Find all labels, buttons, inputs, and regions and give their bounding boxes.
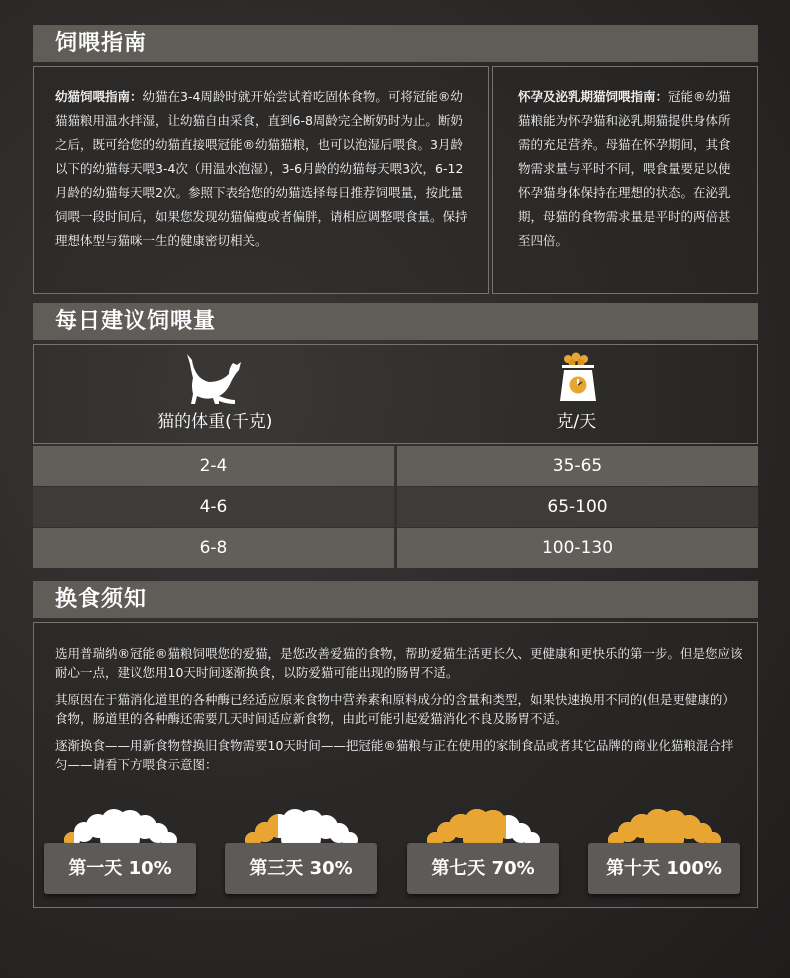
switch-food-title: 换食须知: [55, 587, 148, 612]
amount-cell: 35-65: [397, 446, 758, 486]
table-row: [33, 528, 758, 568]
day-10-bowl: [588, 776, 740, 896]
feeding-guide-title: 饲喂指南: [55, 31, 148, 56]
pregnant-guide-panel: [492, 66, 758, 294]
day-1-bowl: [44, 776, 196, 896]
new-food-portion: [425, 808, 506, 844]
food-mound: [606, 808, 722, 844]
new-food-portion: [243, 808, 278, 844]
day-7-bowl: [407, 776, 559, 896]
daily-amount-table-header: [33, 344, 758, 444]
switch-food-header: [33, 581, 758, 618]
day-1-label: 第一天 10%: [44, 843, 196, 894]
new-food-portion: [606, 808, 722, 844]
switch-paragraph-2: 其原因在于猫消化道里的各种酶已经适应原来食物中营养素和原料成分的含量和类型，如果快速换用不同的(但是更健康的）食物，肠道里的各种酶还需要几天时间适应新食物，由此可能引起爱猫消化不良及肠胃不适。: [55, 692, 735, 726]
day-3-label: 第三天 30%: [225, 843, 377, 894]
pregnant-guide-body: 冠能®幼猫猫粮能为怀孕猫和泌乳期猫提供身体所需的充足营养。母猫在怀孕期间，其食物需求量与平时不同，喂食量要足以使怀孕猫身体保持在理想的状态。在泌乳期，母猫的食物需求量是平时的两倍甚至四倍。: [518, 89, 731, 248]
kitten-guide-body: 幼猫在3-4周龄时就开始尝试着吃固体食物。可将冠能®幼猫猫粮用温水拌湿，让幼猫自由采食，直到6-8周龄完全断奶时为止。断奶之后，既可给您的幼猫直接喂冠能®幼猫猫粮，也可以泡湿后喂食。3月龄以下的幼猫每天喂3-4次（用温水泡湿），3-6月龄的幼猫每天喂3次，6-12月龄的幼猫每天喂2次。参照下表给您的幼猫选择每日推荐饲喂量，按此量饲喂一段时间后，如果您发现幼猫偏瘦或者偏胖，请相应调整喂食量。保持理想体型与猫咪一生的健康密切相关。: [55, 89, 468, 248]
table-row: [33, 487, 758, 527]
switch-paragraph-1: 选用普瑞纳®冠能®猫粮饲喂您的爱猫，是您改善爱猫的食物，帮助爱猫生活更长久、更健康和更快乐的第一步。但是您应该耐心一点，建议您用10天时间逐渐换食，以防爱猫可能出现的肠胃不适。: [55, 646, 743, 680]
day-7-label: 第七天 70%: [407, 843, 559, 894]
amount-column-header: [396, 345, 758, 443]
kitten-guide-panel: [33, 66, 489, 294]
food-mound: [243, 808, 359, 844]
kitten-guide-heading: 幼猫饲喂指南：: [55, 89, 143, 104]
table-row: [33, 446, 758, 486]
amount-cell: 65-100: [397, 487, 758, 527]
daily-amount-header: [33, 303, 758, 340]
weight-cell: 4-6: [33, 487, 394, 527]
pregnant-guide-text: [518, 85, 738, 253]
old-food-portion: [62, 808, 178, 844]
switch-paragraph-3: 逐渐换食——用新食物替换旧食物需要10天时间——把冠能®猫粮与正在使用的家制食品或者其它品牌的商业化猫粮混合拌匀——请看下方喂食示意图：: [55, 738, 734, 772]
weight-column-header: [34, 345, 396, 443]
amount-cell: 100-130: [397, 528, 758, 568]
day-3-bowl: [225, 776, 377, 896]
new-food-portion: [62, 808, 74, 844]
switch-food-text: [55, 644, 745, 782]
daily-amount-title: 每日建议饲喂量: [55, 309, 217, 334]
food-mound: [62, 808, 178, 844]
scale-icon: [556, 351, 600, 405]
weight-cell: 2-4: [33, 446, 394, 486]
pregnant-guide-heading: 怀孕及泌乳期猫饲喂指南：: [518, 89, 669, 104]
day-10-label: 第十天 100%: [588, 843, 740, 894]
kitten-guide-text: [55, 85, 471, 253]
food-mound: [425, 808, 541, 844]
cat-icon: [179, 350, 249, 408]
weight-cell: 6-8: [33, 528, 394, 568]
amount-column-label: 克/天: [556, 412, 597, 432]
weight-column-label: 猫的体重(千克): [157, 412, 273, 432]
feeding-guide-header: [33, 25, 758, 62]
